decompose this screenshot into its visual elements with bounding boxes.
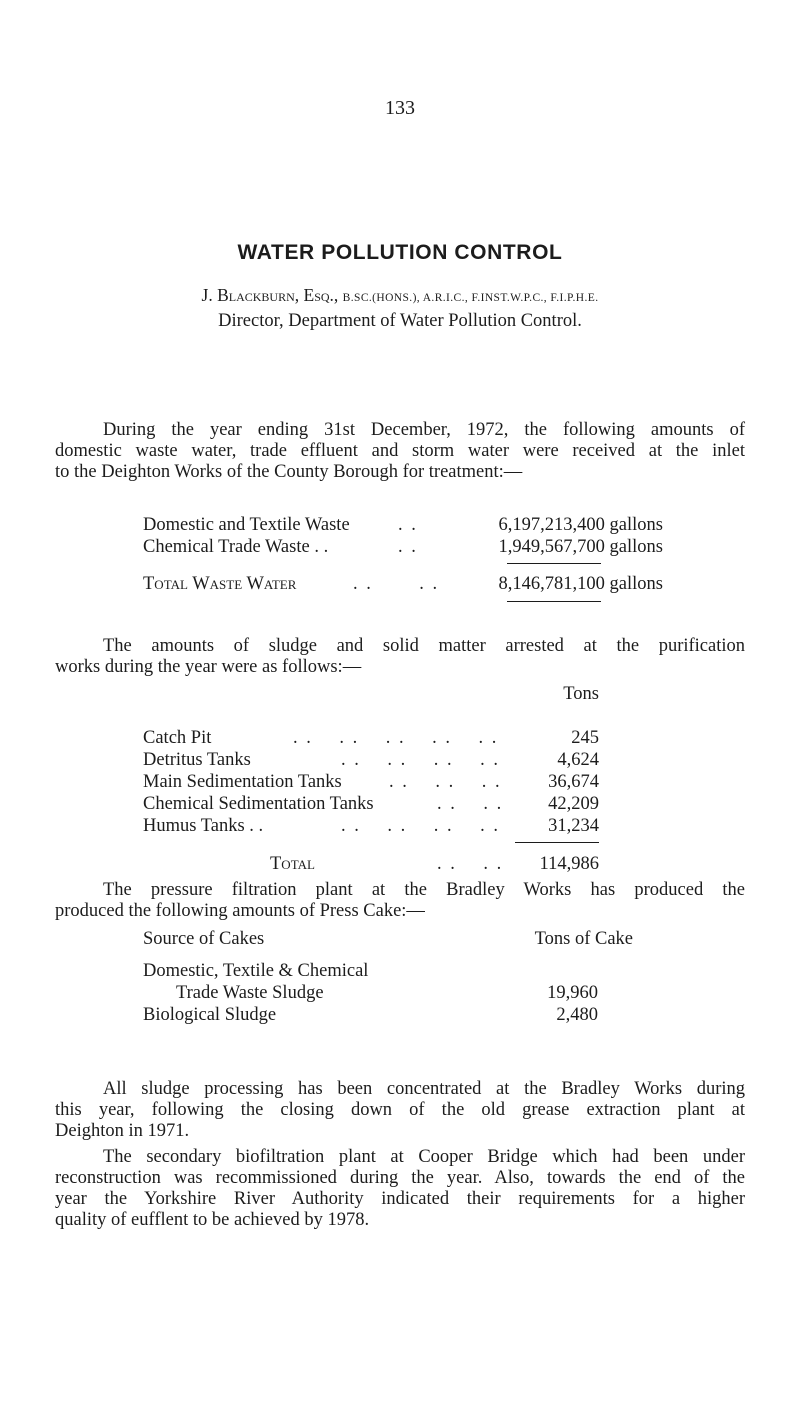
leader-dots: . . . . . . . . . . [293,728,499,748]
leader-dots: . . [398,537,418,557]
total-label: Total [270,854,315,874]
paragraph-line: year the Yorkshire River Authority indicated their requirements for a higher [55,1189,745,1209]
closing-paragraph [55,1079,745,1142]
closing-paragraph [55,1147,745,1231]
leader-dots: . . . . . . . . [341,750,500,770]
row-value: 31,234 [548,816,599,836]
table-row [143,815,599,836]
paragraph-line: this year, following the closing down of the old grease extraction plant at [55,1100,745,1120]
press-cake-table [143,928,633,1048]
sludge-table [143,683,599,913]
leader-dots: . . . . [437,794,504,814]
total-value: 114,986 [539,854,599,874]
row-label: Trade Waste Sludge [176,983,324,1003]
row-value: 6,197,213,400 gallons [498,515,663,535]
divider [507,563,601,564]
leader-dots: . . . . . . [389,772,502,792]
press-cake-paragraph [55,880,745,922]
table-row [143,1004,633,1025]
paragraph-line: The amounts of sludge and solid matter arrested at the purification [103,636,745,656]
table-row [143,793,599,814]
row-label: Main Sedimentation Tanks [143,772,342,792]
column-header [529,683,599,704]
unit-header: Tons [563,684,599,704]
column-header: Source of Cakes [143,929,265,949]
row-label: Humus Tanks . . [143,816,264,836]
author-name: J. Blackburn, Esq., [201,285,339,305]
leader-dots: . . . . [437,854,504,874]
total-row [143,573,663,594]
paragraph-line: domestic waste water, trade effluent and storm water were received at the inlet [55,441,745,461]
row-value: 19,960 [547,983,598,1003]
total-value: 8,146,781,100 gallons [498,574,663,594]
paragraph-line: The secondary biofiltration plant at Cooper Bridge which had been under [103,1147,745,1167]
leader-dots: . . [398,515,418,535]
intro-paragraph [55,420,745,483]
paragraph-line: quality of eufflent to be achieved by 1978. [55,1210,370,1230]
table-row [143,536,663,557]
divider [507,601,601,602]
leader-dots: . . . . . . . . [341,816,500,836]
author-qualifications: B.SC.(HONS.), A.R.I.C., F.INST.W.P.C., F.I.P.H.E. [342,292,599,304]
table-row [143,727,599,748]
row-label: Detritus Tanks [143,750,251,770]
waste-water-table [143,514,663,624]
table-row [143,514,663,535]
row-label: Domestic and Textile Waste [143,515,350,535]
row-value: 42,209 [548,794,599,814]
page-title: WATER POLLUTION CONTROL [237,241,563,264]
row-label: Catch Pit [143,728,212,748]
table-row [143,749,599,770]
sludge-paragraph [55,636,745,678]
row-label: Domestic, Textile & Chemical [143,961,369,981]
paragraph-line: produced the following amounts of Press Cake:— [55,901,425,921]
paragraph-line: During the year ending 31st December, 1972, the following amounts of [103,420,745,440]
row-label: Biological Sludge [143,1005,277,1025]
table-row [143,960,633,981]
row-value: 245 [571,728,599,748]
column-header: Tons of Cake [534,929,633,949]
paragraph-line: The pressure filtration plant at the Bradley Works has produced the [103,880,745,900]
paragraph-line: reconstruction was recommissioned during the year. Also, towards the end of the [55,1168,745,1188]
row-value: 2,480 [556,1005,598,1025]
paragraph-line: to the Deighton Works of the County Borough for treatment:— [55,462,523,482]
row-value: 4,624 [557,750,599,770]
total-label: Total Waste Water [143,574,297,594]
leader-dots: . . . . [353,574,440,594]
page-number: 133 [385,97,415,119]
paragraph-line: Deighton in 1971. [55,1121,190,1141]
author-line [0,285,800,306]
row-label: Chemical Trade Waste . . [143,537,329,557]
paragraph-line: All sludge processing has been concentrated at the Bradley Works during [103,1079,745,1099]
row-value: 1,949,567,700 gallons [498,537,663,557]
author-role: Director, Department of Water Pollution Control. [218,311,582,331]
table-row [143,982,633,1003]
row-value: 36,674 [548,772,599,792]
row-label: Chemical Sedimentation Tanks [143,794,374,814]
paragraph-line: works during the year were as follows:— [55,657,362,677]
total-row [143,853,599,874]
table-header-row [143,928,633,949]
table-row [143,771,599,792]
divider [515,842,599,843]
